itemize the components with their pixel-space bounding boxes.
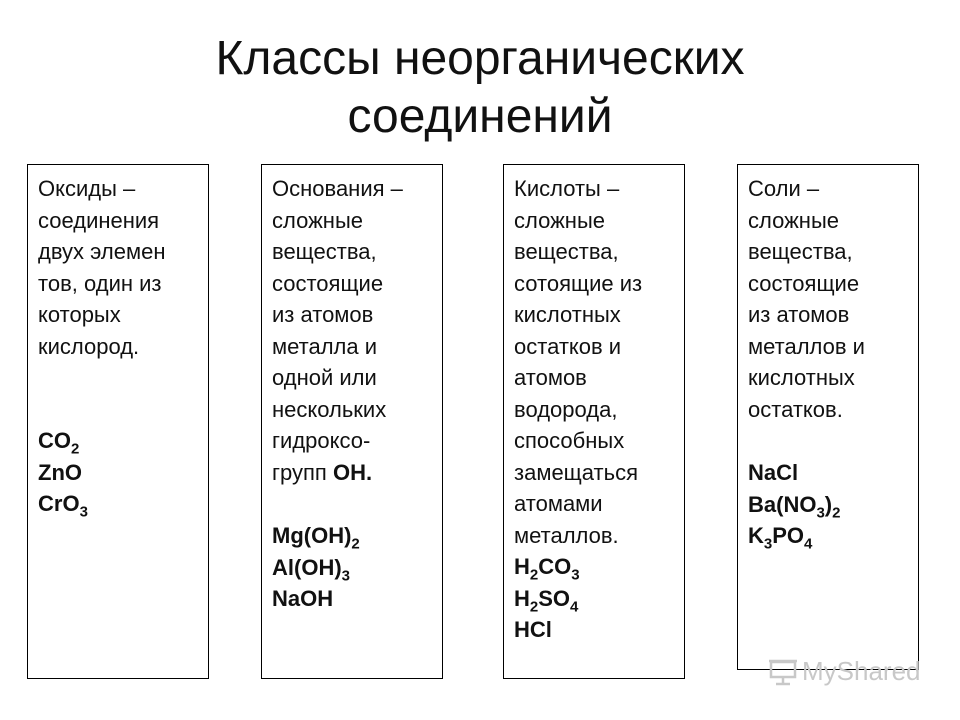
bases-description-last-line: [272, 457, 432, 489]
bases-formulas: [272, 520, 432, 615]
formula: CrO$_3$: [38, 491, 88, 521]
formula: $Mg(OH)_2$: [272, 523, 360, 553]
formula: NaOH: [272, 586, 334, 611]
acids-description: Кислоты – сложные вещества, сотоящие из кислотных остатков и атомов водорода, способных замещаться атомами металлов.: [514, 176, 643, 548]
card-oxides: [27, 164, 209, 679]
bases-last-prefix: групп: [272, 459, 333, 485]
formula: ZnO: [38, 459, 82, 485]
formula: $Ba(NO_3)_2$: [748, 491, 841, 521]
card-acids: [503, 164, 685, 679]
formula: $H_2SO_4$: [514, 585, 579, 615]
formula: $Al(OH)_3$: [272, 554, 350, 584]
formula: $K_3PO_4$: [748, 523, 813, 553]
acids-formulas: [514, 551, 674, 646]
formula: HCl: [514, 617, 552, 642]
salts-formulas: [748, 457, 908, 552]
formula: $H_2CO_3$: [514, 554, 580, 584]
oxides-description: Оксиды – соединения двух элемен тов, один из которых кислород.: [38, 176, 166, 359]
title-line-2: соединений: [347, 90, 613, 143]
salts-description: Соли – сложные вещества, состоящие из атомов металлов и кислотных остатков.: [748, 176, 865, 422]
oxides-formulas: [38, 425, 198, 520]
title-line-1: Классы неорганических: [215, 32, 745, 85]
card-bases: [261, 164, 443, 679]
watermark: [768, 656, 921, 687]
slide-title: [0, 30, 960, 146]
bases-description: Основания – сложные вещества, состоящие из атомов металла и одной или нескольких гидроксо-: [272, 176, 403, 453]
formula: $CO_2$: [38, 428, 80, 458]
formula: NaCl: [748, 460, 799, 485]
watermark-text: MyShared: [802, 656, 921, 686]
hydroxide-group: ОН.: [332, 459, 373, 485]
card-salts: [737, 164, 919, 670]
presentation-board-icon: [768, 658, 798, 686]
